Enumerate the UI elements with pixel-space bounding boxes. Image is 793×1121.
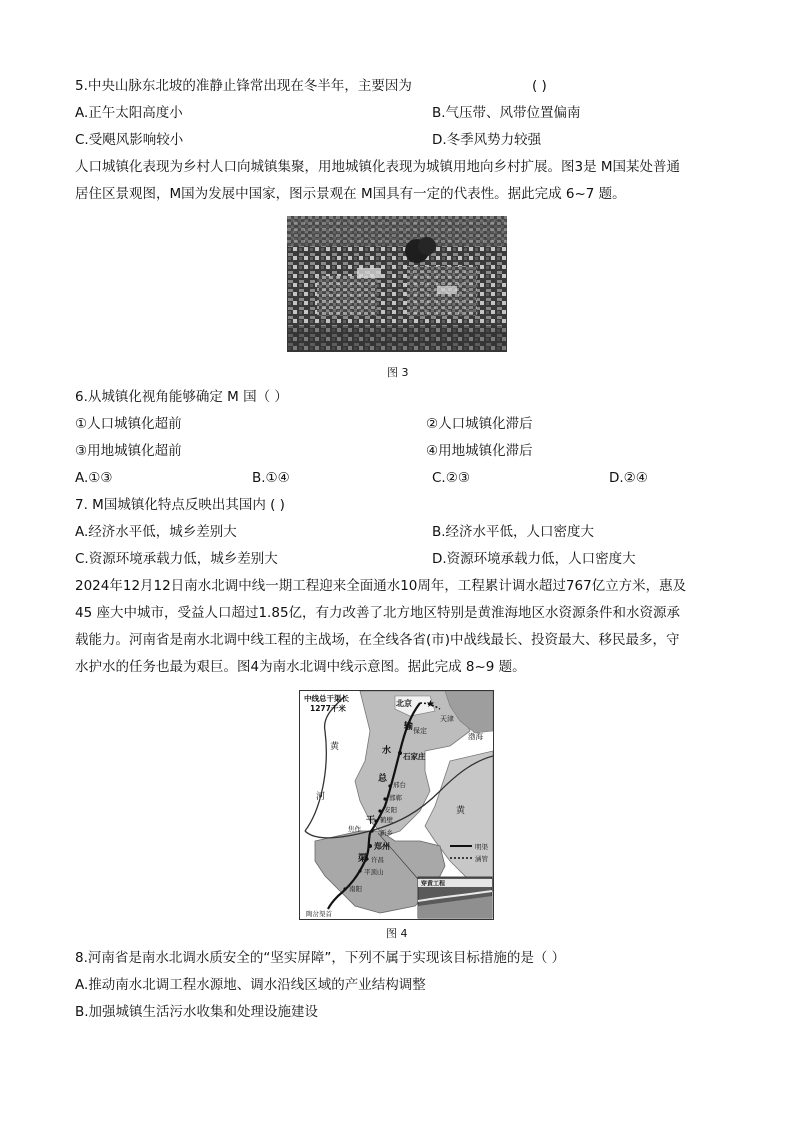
- city-xuchang: 许昌: [371, 856, 384, 864]
- length-label-1: 中线总干渠长: [304, 694, 349, 703]
- city-dot: [383, 797, 386, 800]
- q7-option-a: A.经济水平低，城乡差别大: [75, 524, 237, 540]
- q5-stem: 5.中央山脉东北坡的准静止锋常出现在冬半年，主要因为: [75, 78, 412, 94]
- city-tianjin: 天津: [440, 715, 454, 723]
- q7-stem: 7. M国城镇化特点反映出其国内 ( ): [75, 497, 285, 513]
- figure-3-photo: [287, 216, 507, 352]
- q5-bracket: ( ): [532, 78, 547, 94]
- city-baoding: 保定: [413, 727, 427, 735]
- city-anyang: 安阳: [384, 806, 397, 814]
- city-jiaozuo: 焦作: [348, 825, 361, 833]
- city-dot: [378, 809, 381, 812]
- q7-option-d: D.资源环境承载力低，人口密度大: [432, 551, 636, 567]
- legend-open-canal: 明渠: [475, 843, 488, 851]
- city-nanyang: 南阳: [349, 885, 362, 893]
- beijing-star-icon: ★: [426, 699, 435, 710]
- q7-option-b: B.经济水平低，人口密度大: [432, 524, 595, 540]
- city-dot: [368, 844, 372, 848]
- q6-statement-2: ②人口城镇化滞后: [426, 416, 533, 432]
- q5-option-d: D.冬季风势力较强: [432, 132, 542, 148]
- intro2-line-1: 2024年12月12日南水北调中线一期工程迎来全面通水10周年，工程累计调水超过767亿立方米，惠及: [75, 578, 687, 594]
- q8-option-a: A.推动南水北调工程水源地、调水沿线区域的产业结构调整: [75, 977, 426, 993]
- aerial-city-image: [287, 216, 507, 352]
- inset-title: 穿黄工程: [421, 880, 446, 888]
- length-label-2: 1277千米: [310, 704, 346, 713]
- intro1-line-2: 居住区景观图，M国为发展中国家，图示景观在 M国具有一定的代表性。据此完成 6~7 题。: [75, 186, 626, 202]
- canal-char-4: 干: [366, 816, 376, 826]
- figure-4-map: [299, 690, 494, 920]
- legend-culvert: 涵管: [475, 855, 488, 863]
- city-zhengzhou: 郑州: [374, 842, 390, 851]
- city-handan: 邯郸: [389, 794, 402, 802]
- canal-char-3: 总: [378, 774, 388, 784]
- river-char-1: 黄: [330, 742, 340, 752]
- q5-option-a: A.正午太阳高度小: [75, 105, 183, 121]
- q6-option-c: C.②③: [432, 470, 470, 486]
- q8-stem: 8.河南省是南水北调水质安全的“坚实屏障”，下列不属于实现该目标措施的是（ ）: [75, 950, 566, 966]
- canal-char-1: 输: [404, 722, 414, 732]
- city-xingtai: 邢台: [393, 781, 406, 789]
- intro2-line-4: 水护水的任务也最为艰巨。图4为南水北调中线示意图。据此完成 8~9 题。: [75, 659, 526, 675]
- q6-stem: 6.从城镇化视角能够确定 M 国（ ）: [75, 389, 288, 405]
- canal-char-5: 渠: [358, 854, 368, 864]
- q6-option-d: D.②④: [609, 470, 648, 486]
- q6-statement-3: ③用地城镇化超前: [75, 443, 182, 459]
- river-char-3: 黄: [456, 806, 466, 816]
- canal-char-2: 水: [382, 746, 392, 756]
- q5-option-c: C.受飓风影响较小: [75, 132, 184, 148]
- city-xinxiang: 新乡: [380, 829, 393, 837]
- q5-option-b: B.气压带、风带位置偏南: [432, 105, 581, 121]
- city-pingdingshan: 平顶山: [364, 868, 384, 876]
- south-north-water-diversion-map: [300, 691, 493, 919]
- q6-statement-1: ①人口城镇化超前: [75, 416, 182, 432]
- intro1-line-1: 人口城镇化表现为乡村人口向城镇集聚，用地城镇化表现为城镇用地向乡村扩展。图3是 M国某处普通: [75, 159, 681, 175]
- city-dot: [343, 887, 346, 890]
- city-shijiazhuang: 石家庄: [403, 752, 426, 761]
- q6-option-b: B.①④: [252, 470, 290, 486]
- city-dot: [370, 829, 373, 832]
- river-char-2: 河: [316, 792, 326, 802]
- city-dot: [398, 751, 402, 755]
- q7-option-c: C.资源环境承载力低，城乡差别大: [75, 551, 278, 567]
- sea-bohai: 渤海: [468, 732, 483, 741]
- figure-3-caption: 图 3: [387, 366, 409, 379]
- intro2-line-3: 载能力。河南省是南水北调中线工程的主战场，在全线各省(市)中战线最长、投资最大、移民最多，守: [75, 632, 680, 648]
- q8-option-b: B.加强城镇生活污水收集和处理设施建设: [75, 1004, 319, 1020]
- city-beijing: 北京: [396, 699, 412, 708]
- city-taocha: 陶岔渠首: [306, 910, 332, 918]
- intro2-line-2: 45 座大中城市，受益人口超过1.85亿，有力改善了北方地区特别是黄淮海地区水资源条件和水资源承: [75, 605, 681, 621]
- city-hebi: 鹤壁: [380, 816, 393, 824]
- yellow-river-upper: [305, 696, 345, 831]
- city-dot: [388, 784, 391, 787]
- q6-statement-4: ④用地城镇化滞后: [426, 443, 533, 459]
- q6-option-a: A.①③: [75, 470, 113, 486]
- city-dot: [358, 869, 361, 872]
- figure-4-caption: 图 4: [386, 927, 408, 940]
